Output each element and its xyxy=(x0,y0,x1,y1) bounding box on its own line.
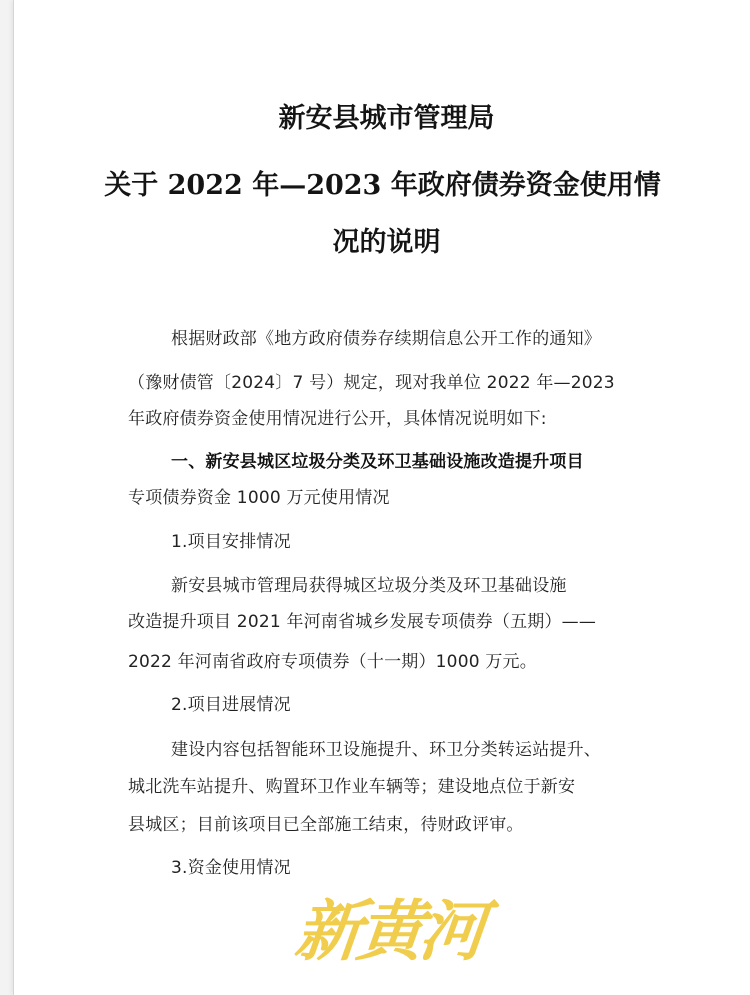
item-2-heading: 2.项目进展情况 xyxy=(171,695,291,715)
document-page xyxy=(13,0,750,995)
item-3-heading: 3.资金使用情况 xyxy=(171,858,291,878)
title-line-3: 况的说明 xyxy=(332,227,441,258)
intro-line-1: 根据财政部《地方政府债券存续期信息公开工作的通知》 xyxy=(171,329,601,349)
item-1-line-1: 新安县城市管理局获得城区垃圾分类及环卫基础设施 xyxy=(171,576,567,596)
item-1-line-2: 改造提升项目 2021 年河南省城乡发展专项债券（五期）—— xyxy=(128,612,597,632)
section-heading-line-2: 专项债券资金 1000 万元使用情况 xyxy=(128,488,390,508)
item-1-line-3: 2022 年河南省政府专项债券（十一期）1000 万元。 xyxy=(128,652,537,672)
section-heading-line-1: 一、新安县城区垃圾分类及环卫基础设施改造提升项目 xyxy=(171,452,584,472)
item-2-line-1: 建设内容包括智能环卫设施提升、环卫分类转运站提升、 xyxy=(171,740,601,760)
item-1-heading: 1.项目安排情况 xyxy=(171,532,291,552)
item-2-line-2: 城北洗车站提升、购置环卫作业车辆等；建设地点位于新安 xyxy=(128,777,576,797)
intro-line-3: 年政府债券资金使用情况进行公开，具体情况说明如下: xyxy=(128,409,547,429)
title-line-1: 新安县城市管理局 xyxy=(278,103,495,134)
watermark-logo: 新黄河 xyxy=(291,892,486,970)
item-2-line-3: 县城区；目前该项目已全部施工结束，待财政评审。 xyxy=(128,815,524,835)
title-line-2: 关于 2022 年—2023 年政府债券资金使用情 xyxy=(104,170,661,201)
intro-line-2: （豫财债管〔2024〕7 号）规定，现对我单位 2022 年—2023 xyxy=(128,373,615,393)
